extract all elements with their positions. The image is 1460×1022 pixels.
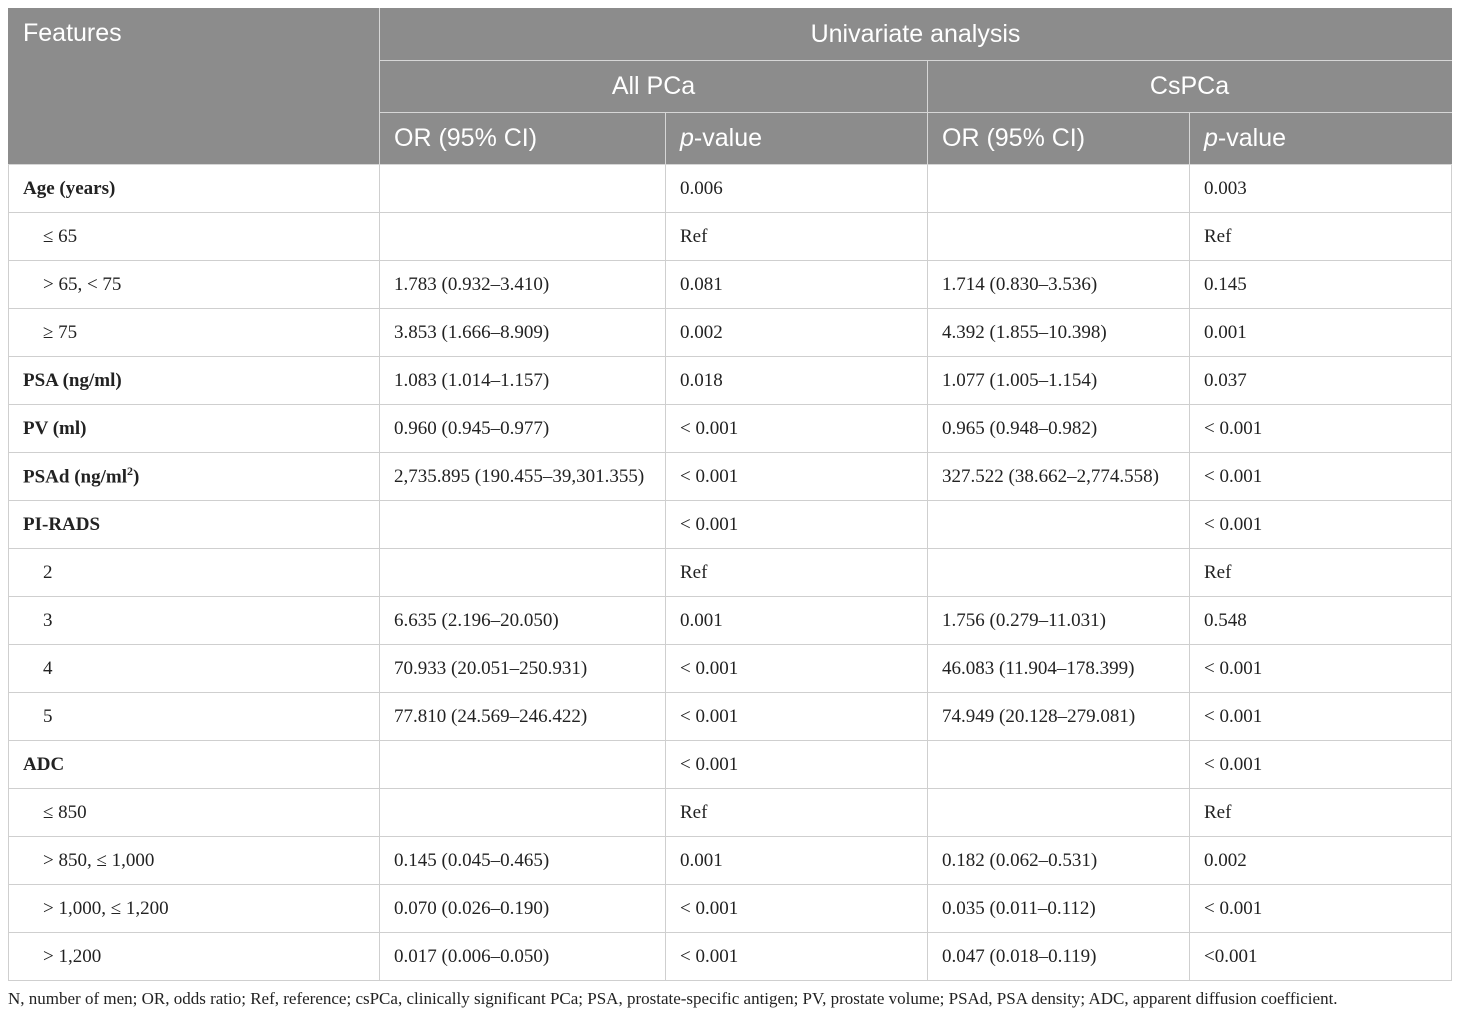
row-label: 4 (9, 645, 380, 693)
row-label: PSA (ng/ml) (9, 357, 380, 405)
table-row (9, 885, 1452, 933)
all-pca-or (380, 549, 666, 597)
all-pca-or: 70.933 (20.051–250.931) (380, 645, 666, 693)
cspca-or: 0.182 (0.062–0.531) (928, 837, 1190, 885)
univariate-analysis-header: Univariate analysis (380, 9, 1452, 61)
all-pca-p: Ref (666, 213, 928, 261)
cspca-or: 0.965 (0.948–0.982) (928, 405, 1190, 453)
cspca-p: < 0.001 (1190, 885, 1452, 933)
cspca-p: Ref (1190, 549, 1452, 597)
cspca-or (928, 741, 1190, 789)
all-pca-p: < 0.001 (666, 405, 928, 453)
cspca-p: < 0.001 (1190, 405, 1452, 453)
all-pca-p: 0.018 (666, 357, 928, 405)
all-pca-p: < 0.001 (666, 933, 928, 981)
table-row (9, 597, 1452, 645)
cspca-or: 46.083 (11.904–178.399) (928, 645, 1190, 693)
all-pca-or-header: OR (95% CI) (380, 113, 666, 165)
cspca-p: < 0.001 (1190, 501, 1452, 549)
cspca-or: 0.035 (0.011–0.112) (928, 885, 1190, 933)
table-row (9, 789, 1452, 837)
all-pca-or: 77.810 (24.569–246.422) (380, 693, 666, 741)
p-rest: -value (1217, 124, 1286, 152)
table-row (9, 501, 1452, 549)
row-label: > 1,200 (9, 933, 380, 981)
all-pca-or: 0.960 (0.945–0.977) (380, 405, 666, 453)
table-row (9, 837, 1452, 885)
table-container (8, 8, 1451, 1009)
cspca-or (928, 549, 1190, 597)
all-pca-or: 3.853 (1.666–8.909) (380, 309, 666, 357)
cspca-p: 0.001 (1190, 309, 1452, 357)
row-label: Age (years) (9, 165, 380, 213)
p-rest: -value (693, 124, 762, 152)
table-row (9, 933, 1452, 981)
all-pca-or: 1.783 (0.932–3.410) (380, 261, 666, 309)
row-label: ≥ 75 (9, 309, 380, 357)
all-pca-or (380, 165, 666, 213)
cspca-p: < 0.001 (1190, 693, 1452, 741)
cspca-or (928, 165, 1190, 213)
all-pca-or: 2,735.895 (190.455–39,301.355) (380, 453, 666, 501)
table-row (9, 693, 1452, 741)
all-pca-or (380, 501, 666, 549)
row-label: > 850, ≤ 1,000 (9, 837, 380, 885)
all-pca-p: 0.006 (666, 165, 928, 213)
row-label: ≤ 850 (9, 789, 380, 837)
table-row (9, 741, 1452, 789)
univariate-analysis-table (8, 8, 1452, 981)
all-pca-p-header (666, 113, 928, 165)
cspca-p: Ref (1190, 789, 1452, 837)
all-pca-or: 0.145 (0.045–0.465) (380, 837, 666, 885)
table-row (9, 405, 1452, 453)
cspca-p: 0.002 (1190, 837, 1452, 885)
table-row (9, 261, 1452, 309)
cspca-or (928, 501, 1190, 549)
row-label: > 65, < 75 (9, 261, 380, 309)
all-pca-p: 0.001 (666, 597, 928, 645)
row-label: PV (ml) (9, 405, 380, 453)
cspca-p: < 0.001 (1190, 741, 1452, 789)
cspca-or-header: OR (95% CI) (928, 113, 1190, 165)
cspca-or (928, 789, 1190, 837)
table-row (9, 549, 1452, 597)
row-label-text: PSAd (ng/ml (23, 466, 127, 488)
all-pca-or (380, 789, 666, 837)
all-pca-or: 6.635 (2.196–20.050) (380, 597, 666, 645)
all-pca-p: < 0.001 (666, 501, 928, 549)
row-label (9, 453, 380, 501)
row-label: PI-RADS (9, 501, 380, 549)
cspca-or (928, 213, 1190, 261)
row-label: ≤ 65 (9, 213, 380, 261)
all-pca-p: < 0.001 (666, 741, 928, 789)
cspca-or: 1.077 (1.005–1.154) (928, 357, 1190, 405)
cspca-p: Ref (1190, 213, 1452, 261)
table-row (9, 165, 1452, 213)
table-footnote: N, number of men; OR, odds ratio; Ref, reference; csPCa, clinically significant PCa; PSA, prostate-specific antigen; PV, prostate volume; PSAd, PSA density; ADC, apparent diffusion coefficient. (8, 989, 1338, 1008)
all-pca-p: < 0.001 (666, 453, 928, 501)
all-pca-p: Ref (666, 789, 928, 837)
row-label: ADC (9, 741, 380, 789)
all-pca-or (380, 213, 666, 261)
all-pca-or: 0.070 (0.026–0.190) (380, 885, 666, 933)
row-label: 2 (9, 549, 380, 597)
all-pca-or: 1.083 (1.014–1.157) (380, 357, 666, 405)
cspca-p: 0.548 (1190, 597, 1452, 645)
cspca-p: 0.003 (1190, 165, 1452, 213)
table-row (9, 357, 1452, 405)
cspca-p: 0.037 (1190, 357, 1452, 405)
all-pca-p: 0.001 (666, 837, 928, 885)
cspca-p: < 0.001 (1190, 645, 1452, 693)
cspca-or: 74.949 (20.128–279.081) (928, 693, 1190, 741)
all-pca-p: < 0.001 (666, 885, 928, 933)
row-label-after: ) (133, 466, 140, 488)
cspca-p: <0.001 (1190, 933, 1452, 981)
all-pca-header: All PCa (380, 61, 928, 113)
all-pca-p: 0.002 (666, 309, 928, 357)
cspca-or: 1.756 (0.279–11.031) (928, 597, 1190, 645)
all-pca-or: 0.017 (0.006–0.050) (380, 933, 666, 981)
all-pca-p: < 0.001 (666, 693, 928, 741)
cspca-p-header (1190, 113, 1452, 165)
table-row (9, 309, 1452, 357)
p-italic: p (1204, 124, 1218, 152)
table-row (9, 213, 1452, 261)
cspca-or: 327.522 (38.662–2,774.558) (928, 453, 1190, 501)
all-pca-p: Ref (666, 549, 928, 597)
cspca-or: 4.392 (1.855–10.398) (928, 309, 1190, 357)
all-pca-or (380, 741, 666, 789)
cspca-or: 1.714 (0.830–3.536) (928, 261, 1190, 309)
cspca-header: CsPCa (928, 61, 1452, 113)
features-header: Features (9, 9, 380, 165)
table-row (9, 645, 1452, 693)
row-label: 5 (9, 693, 380, 741)
all-pca-p: < 0.001 (666, 645, 928, 693)
row-label: 3 (9, 597, 380, 645)
cspca-p: 0.145 (1190, 261, 1452, 309)
row-label: > 1,000, ≤ 1,200 (9, 885, 380, 933)
cspca-p: < 0.001 (1190, 453, 1452, 501)
cspca-or: 0.047 (0.018–0.119) (928, 933, 1190, 981)
p-italic: p (680, 124, 694, 152)
all-pca-p: 0.081 (666, 261, 928, 309)
table-row (9, 453, 1452, 501)
row-label-sup: 2 (127, 464, 133, 479)
